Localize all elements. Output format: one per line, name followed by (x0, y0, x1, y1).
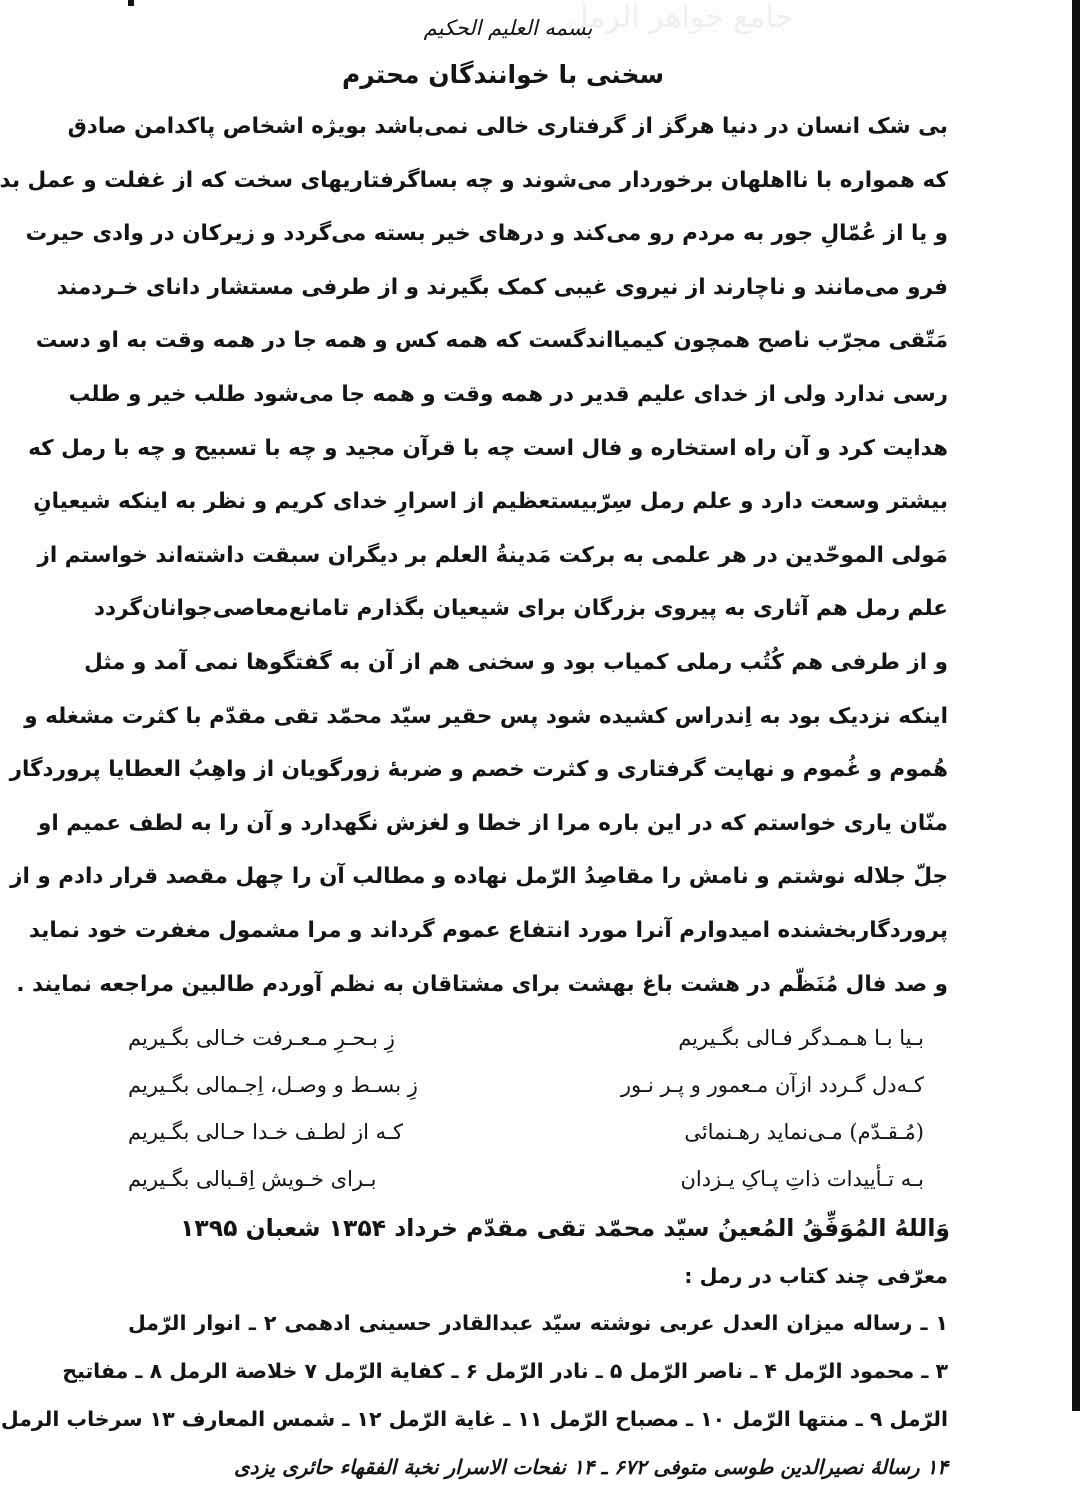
scan-edge (1072, 0, 1080, 1411)
text-line: رسی ندارد ولی از خدای علیم قدیر در همه وقت و همه جا می‌شود طلب خیر و طلب (68, 381, 948, 407)
text-line: مَتّقی مجرّب ناصح همچون کیمیااندگست که همه کس و همه جا در همه وقت به او دست (35, 328, 948, 354)
paragraph-2 (9, 636, 948, 1011)
text-line: هُموم و غُموم و نهایت گرفتاری و کثرت خصم و ضربۀ زورگویان از واهِبُ العطایا پروردگار (9, 757, 948, 783)
text-line: بی شک انسان در دنیا هرگز از گرفتاری خالی نمی‌باشد بویژه اشخاص پاکدامن صادق (67, 114, 948, 139)
hemistich-left: کـه از لطـف خـدا حـالی بگـیریم (128, 1120, 404, 1145)
signature-line: وَاللهُ المُوَفِّقُ المُعینُ سیّد محمّد تقی مقدّم خرداد ۱۳۵۴ شعبان ۱۳۹۵ (180, 1214, 950, 1243)
paragraph-1 (0, 100, 948, 636)
text-line: اینکه نزدیک بود به اِندراس کشیده شود پس حقیر سیّد محمّد تقی مقدّم با کثرت مشغله و (24, 703, 948, 729)
bleed-through-text: جامع جواهر الرمل (566, 0, 794, 35)
text-line: جلّ جلاله نوشتم و نامش را مقاصِدُ الرّمل نهاده و مطالب آن را چهل مقصد قرار دادم و از (10, 864, 948, 890)
text-line: که همواره با نااهلهان برخوردار می‌شوند و چه بساگرفتاریهای سخت که از غفلت و عمل بد (0, 167, 948, 193)
poem-verse (128, 1015, 948, 1062)
hemistich-left: بـرای خـویش اِقـبالی بگـیریم (128, 1167, 377, 1192)
hemistich-left: زِ بـحـرِ مـعـرفت خـالی بگـیریم (128, 1026, 395, 1051)
hemistich-right: بـه تـأییدات ذاتِ پـاکِ یـزدان (680, 1167, 924, 1192)
text-line: و از طرفی هم کُتُب رملی کمیاب بود و سخنی هم از آن به گفتگوها نمی آمد و مثل (84, 649, 948, 675)
text-line: مَولی الموحّدین در هر علمی به برکت مَدینةُ العلم بر دیگران سبقت داشته‌اند خواستم از (37, 542, 948, 568)
document-body (0, 6, 950, 1491)
text-line: پروردگاربخشنده امیدوارم آنرا مورد انتفاع عموم گرداند و مرا مشمول مغفرت خود نماید (28, 917, 948, 943)
list-item: ۱ ـ رساله میزان العدل عربی نوشته سیّد عبدالقادر حسینی ادهمی ۲ ـ انوار الرّمل (128, 1311, 948, 1336)
books-heading: معرّفی چند کتاب در رمل : (684, 1264, 948, 1289)
poem-verse (128, 1062, 948, 1109)
hemistich-left: زِ بسـط و وصـل، اِجـمالی بگـیریم (128, 1073, 418, 1098)
poem-verse (128, 1109, 948, 1156)
hemistich-right: بـیا بـا هـمـدگر فـالی بگـیریم (678, 1026, 924, 1051)
poem (128, 1015, 948, 1203)
list-item: الرّمل ۹ ـ منتها الرّمل ۱۰ ـ مصباح الرّمل ۱۱ ـ غایة الرّمل ۱۲ ـ شمس المعارف ۱۳ سرخاب الرمل (0, 1407, 948, 1432)
list-item: ۳ ـ محمود الرّمل ۴ ـ ناصر الرّمل ۵ ـ نادر الرّمل ۶ ـ کفایة الرّمل ۷ خلاصة الرمل ۸ ـ مفاتیح (62, 1359, 948, 1384)
text-line: منّان یاری خواستم که در این باره مرا از خطا و لغزش نگهدارد و آن را به لطف عمیم او (38, 810, 948, 836)
hemistich-right: کـه‌دل گـردد ازآن مـعمور و پـر نـور (620, 1073, 924, 1098)
list-item-handwritten: ۱۴ رسالۀ نصیرالدین طوسی متوفی ۶۷۲ ـ ۱۴ نفحات الاسرار نخبة الفقهاء حائری یزدی (233, 1455, 948, 1480)
hemistich-right: (مُـقـدّم) مـی‌نماید رهـنمائی (684, 1120, 924, 1145)
text-line: بیشتر وسعت دارد و علم رمل سِرّبیستعظیم از اسرارِ خدای کریم و نظر به اینکه شیعیانِ (33, 489, 948, 515)
basmala: بسمه العلیم الحکیم (423, 16, 593, 40)
text-line: و صد فال مُنَظّم در هشت باغ بهشت برای مشتاقان به نظم آوردم طالبین مراجعه نمایند . (16, 971, 948, 997)
text-line: فرو می‌مانند و ناچارند از نیروی غیبی کمک بگیرند و از طرفی مستشار دانای خـردمند (56, 274, 948, 300)
poem-verse (128, 1156, 948, 1203)
page-title: سخنی با خوانندگان محترم (341, 60, 665, 89)
text-line: هدایت کرد و آن راه استخاره و فال است چه با قرآن مجید و چه با تسبیح و چه با رمل که (28, 435, 948, 461)
books-list (0, 1299, 948, 1491)
text-line: علم رمل هم آثاری به پیروی بزرگان برای شیعیان بگذارم تامانع‌معاصی‌جوانان‌گردد (94, 596, 948, 622)
text-line: و یا از عُمّالِ جور به مردم رو می‌کند و درهای خیر بسته می‌گردد و زیرکان در وادی حیرت (25, 221, 948, 247)
